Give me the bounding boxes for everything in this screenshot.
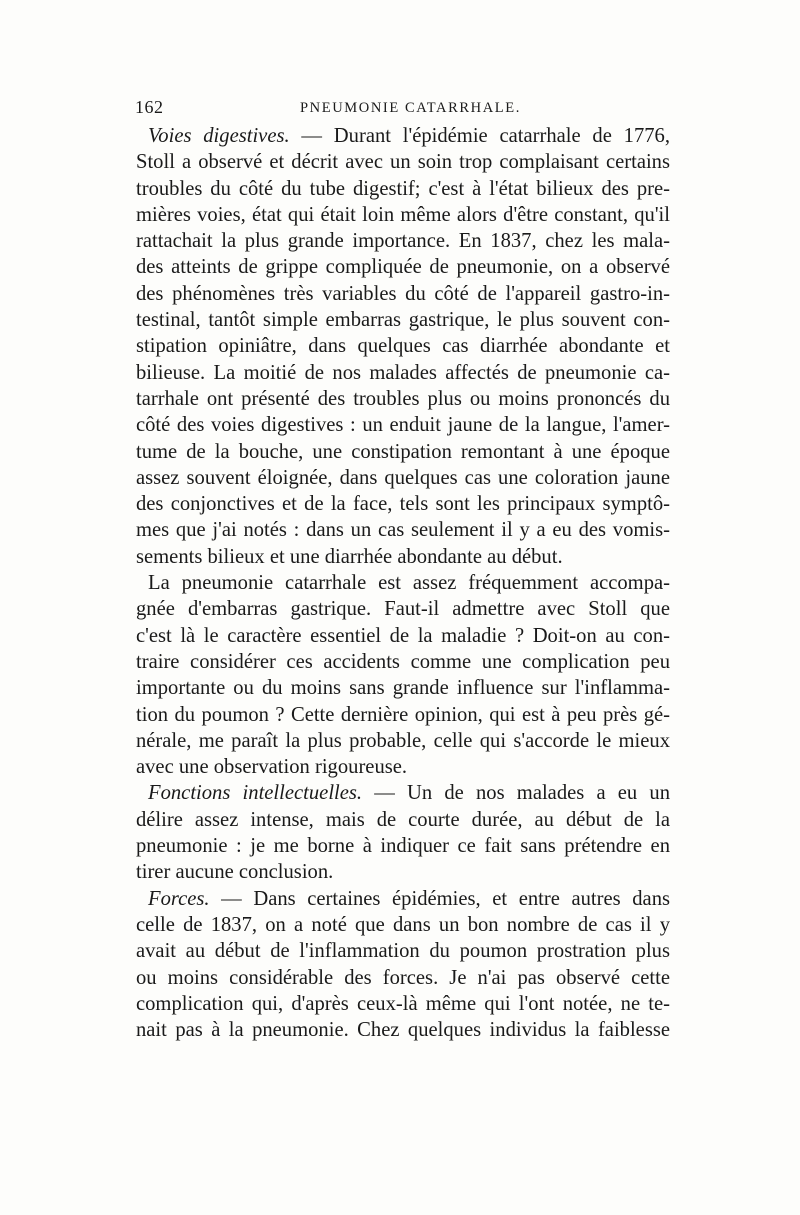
text-line: des conjonctives et de la face, tels sont les principaux symptô- — [136, 493, 670, 516]
text-line: côté des voies digestives : un enduit jaune de la langue, l'amer- — [136, 414, 670, 437]
text-line: testinal, tantôt simple embarras gastrique, le plus souvent con- — [136, 309, 670, 332]
text-line: tume de la bouche, une constipation remontant à une époque — [136, 440, 670, 463]
text-line: celle de 1837, on a noté que dans un bon nombre de cas il y — [136, 913, 670, 936]
text-line: avec une observation rigoureuse. — [136, 756, 408, 779]
text-line: mières voies, état qui était loin même alors d'être constant, qu'il — [136, 203, 670, 226]
text-line: troubles du côté du tube digestif; c'est à l'état bilieux des pre- — [136, 177, 670, 200]
text-line: La pneumonie catarrhale est assez fréquemment accompa- — [148, 572, 670, 595]
text-line: traire considérer ces accidents comme une complication peu — [136, 650, 670, 673]
text-line: c'est là le caractère essentiel de la maladie ? Doit-on au con- — [136, 624, 670, 647]
text-line: avait au début de l'inflammation du poumon prostration plus — [136, 940, 670, 963]
text-line: assez souvent éloignée, dans quelques cas une coloration jaune — [136, 466, 670, 489]
text-line: tirer aucune conclusion. — [136, 861, 334, 884]
section-heading: Forces. — [148, 887, 210, 910]
paragraph-voies-digestives — [136, 123, 670, 570]
paragraph-forces — [136, 886, 670, 1044]
text-line: bilieuse. La moitié de nos malades affectés de pneumonie ca- — [136, 361, 670, 384]
line-text: — Dans certaines épidémies, et entre autres dans — [209, 887, 670, 910]
page-number: 162 — [135, 97, 164, 117]
body-text — [136, 123, 670, 1043]
text-line: gnée d'embarras gastrique. Faut-il admettre avec Stoll que — [136, 598, 670, 621]
text-line: importante ou du moins sans grande influence sur l'inflamma- — [136, 677, 670, 700]
text-line: nérale, me paraît la plus probable, celle qui s'accorde le mieux — [136, 729, 670, 752]
text-line: des atteints de grippe compliquée de pneumonie, on a observé — [136, 256, 670, 279]
text-line: nait pas à la pneumonie. Chez quelques individus la faiblesse — [136, 1019, 670, 1042]
section-heading: Voies digestives. — [148, 125, 290, 147]
running-header — [135, 97, 670, 121]
text-line: tarrhale ont présenté des troubles plus ou moins prononcés du — [136, 387, 670, 410]
paragraph-fonctions-intellectuelles — [136, 780, 670, 885]
text-line — [136, 780, 670, 806]
text-line: délire assez intense, mais de courte durée, au début de la — [136, 808, 670, 831]
text-line — [136, 886, 670, 912]
section-heading: Fonctions intellectuelles. — [148, 782, 363, 805]
text-line: tion du poumon ? Cette dernière opinion, qui est à peu près gé- — [136, 703, 670, 726]
text-line: stipation opiniâtre, dans quelques cas diarrhée abondante et — [136, 335, 670, 358]
running-title: PNEUMONIE CATARRHALE. — [300, 100, 521, 116]
line-text: — Un de nos malades a eu un — [362, 782, 670, 805]
text-line: complication qui, d'après ceux-là même qui l'ont notée, ne te- — [136, 992, 670, 1015]
text-line — [136, 123, 670, 149]
text-line: sements bilieux et une diarrhée abondante au début. — [136, 545, 563, 568]
paragraph-embarras-gastrique — [136, 570, 670, 780]
text-line: mes que j'ai notés : dans un cas seulement il y a eu des vomis- — [136, 519, 670, 542]
text-line: rattachait la plus grande importance. En 1837, chez les mala- — [136, 230, 670, 253]
line-text: — Durant l'épidémie catarrhale de 1776, — [289, 125, 670, 147]
text-line: Stoll a observé et décrit avec un soin trop complaisant certains — [136, 151, 670, 174]
text-line: pneumonie : je me borne à indiquer ce fait sans prétendre en — [136, 835, 670, 858]
text-line: ou moins considérable des forces. Je n'ai pas observé cette — [136, 966, 670, 989]
text-line: des phénomènes très variables du côté de l'appareil gastro-in- — [136, 282, 670, 305]
